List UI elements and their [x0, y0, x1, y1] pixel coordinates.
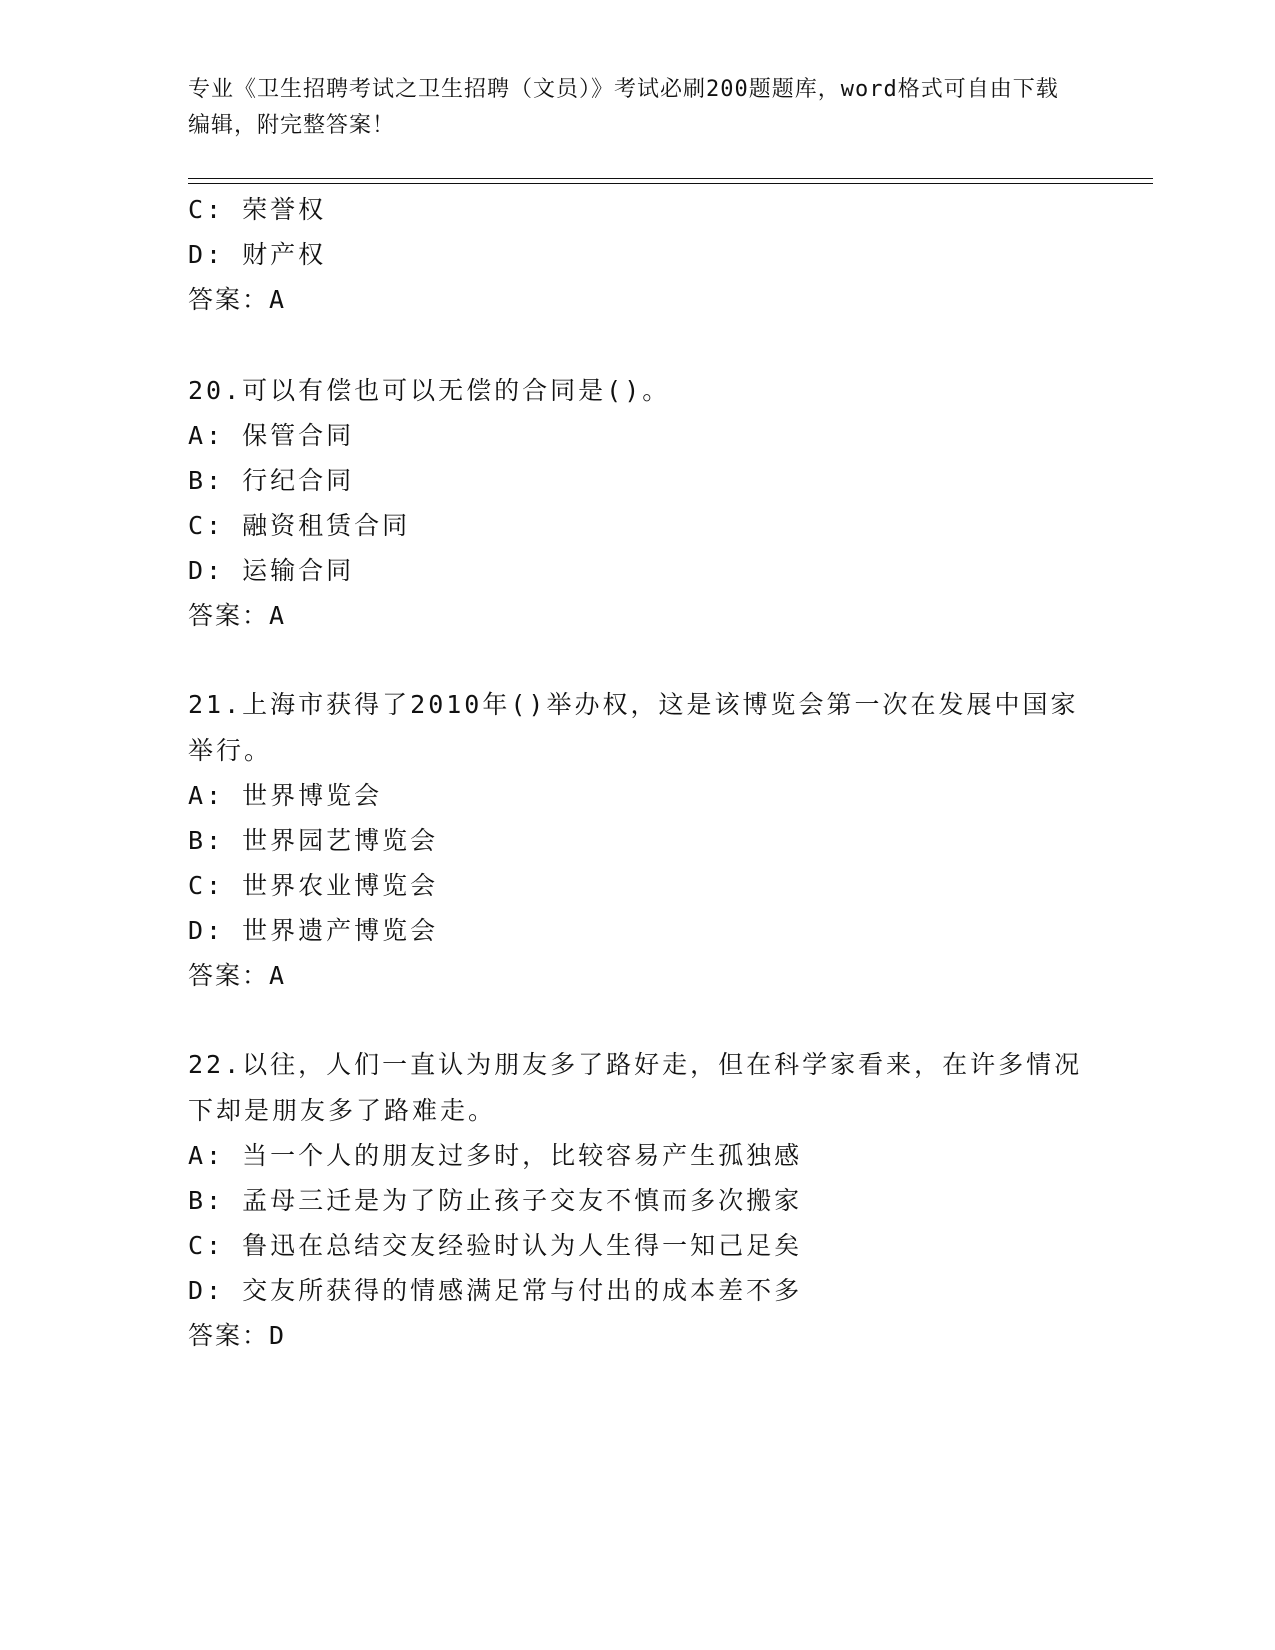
option-text: 世界博览会 — [242, 781, 383, 810]
option-text: 世界园艺博览会 — [242, 826, 439, 855]
question-stem: 20.可以有偿也可以无偿的合同是()。 — [188, 376, 671, 405]
option-key: D: — [188, 916, 225, 945]
document-header: 专业《卫生招聘考试之卫生招聘（文员）》考试必刷200题题库，word格式可自由下载编辑，附完整答案！ — [188, 77, 1059, 138]
answer-label: 答案： — [188, 285, 270, 314]
option-text: 融资租赁合同 — [242, 511, 411, 540]
header-rule-top — [188, 178, 1153, 179]
answer-line — [188, 958, 287, 994]
option-key: D: — [188, 240, 225, 269]
option-key: C: — [188, 195, 225, 224]
option-d — [188, 1273, 802, 1309]
answer-label: 答案： — [188, 961, 270, 990]
option-d — [188, 913, 438, 949]
option-text: 保管合同 — [242, 421, 355, 450]
option-b — [188, 823, 438, 859]
option-key: A: — [188, 1141, 225, 1170]
question-stem: 22.以往，人们一直认为朋友多了路好走，但在科学家看来，在许多情况下却是朋友多了路难走。 — [188, 1050, 1083, 1125]
option-key: B: — [188, 826, 225, 855]
option-c — [188, 868, 438, 904]
option-text: 当一个人的朋友过多时，比较容易产生孤独感 — [242, 1141, 803, 1170]
option-text: 荣誉权 — [242, 195, 327, 224]
option-text: 孟母三迁是为了防止孩子交友不慎而多次搬家 — [242, 1186, 803, 1215]
option-a — [188, 1138, 802, 1174]
answer-line — [188, 282, 287, 318]
option-key: D: — [188, 1276, 225, 1305]
option-text: 运输合同 — [242, 556, 355, 585]
option-text: 世界遗产博览会 — [242, 916, 439, 945]
answer-label: 答案： — [188, 1321, 270, 1350]
option-a — [188, 418, 354, 454]
option-text: 财产权 — [242, 240, 327, 269]
option-a — [188, 778, 382, 814]
answer-value: A — [269, 285, 288, 314]
option-text: 鲁迅在总结交友经验时认为人生得一知己足矣 — [242, 1231, 803, 1260]
answer-line — [188, 598, 287, 634]
option-c — [188, 1228, 802, 1264]
option-key: A: — [188, 421, 225, 450]
option-key: C: — [188, 511, 225, 540]
option-b — [188, 1183, 802, 1219]
option-key: B: — [188, 1186, 225, 1215]
question-stem: 21.上海市获得了2010年()举办权，这是该博览会第一次在发展中国家举行。 — [188, 690, 1079, 765]
answer-value: D — [269, 1321, 288, 1350]
answer-value: A — [269, 961, 288, 990]
header-rule-bottom — [188, 183, 1153, 184]
option-d — [188, 237, 326, 273]
option-text: 世界农业博览会 — [242, 871, 439, 900]
answer-value: A — [269, 601, 288, 630]
option-key: D: — [188, 556, 225, 585]
option-key: B: — [188, 466, 225, 495]
answer-line — [188, 1318, 287, 1354]
option-b — [188, 463, 354, 499]
option-d — [188, 553, 354, 589]
option-text: 交友所获得的情感满足常与付出的成本差不多 — [242, 1276, 803, 1305]
option-key: A: — [188, 781, 225, 810]
option-key: C: — [188, 871, 225, 900]
answer-label: 答案： — [188, 601, 270, 630]
option-text: 行纪合同 — [242, 466, 355, 495]
option-key: C: — [188, 1231, 225, 1260]
option-c — [188, 508, 410, 544]
option-c — [188, 192, 326, 228]
